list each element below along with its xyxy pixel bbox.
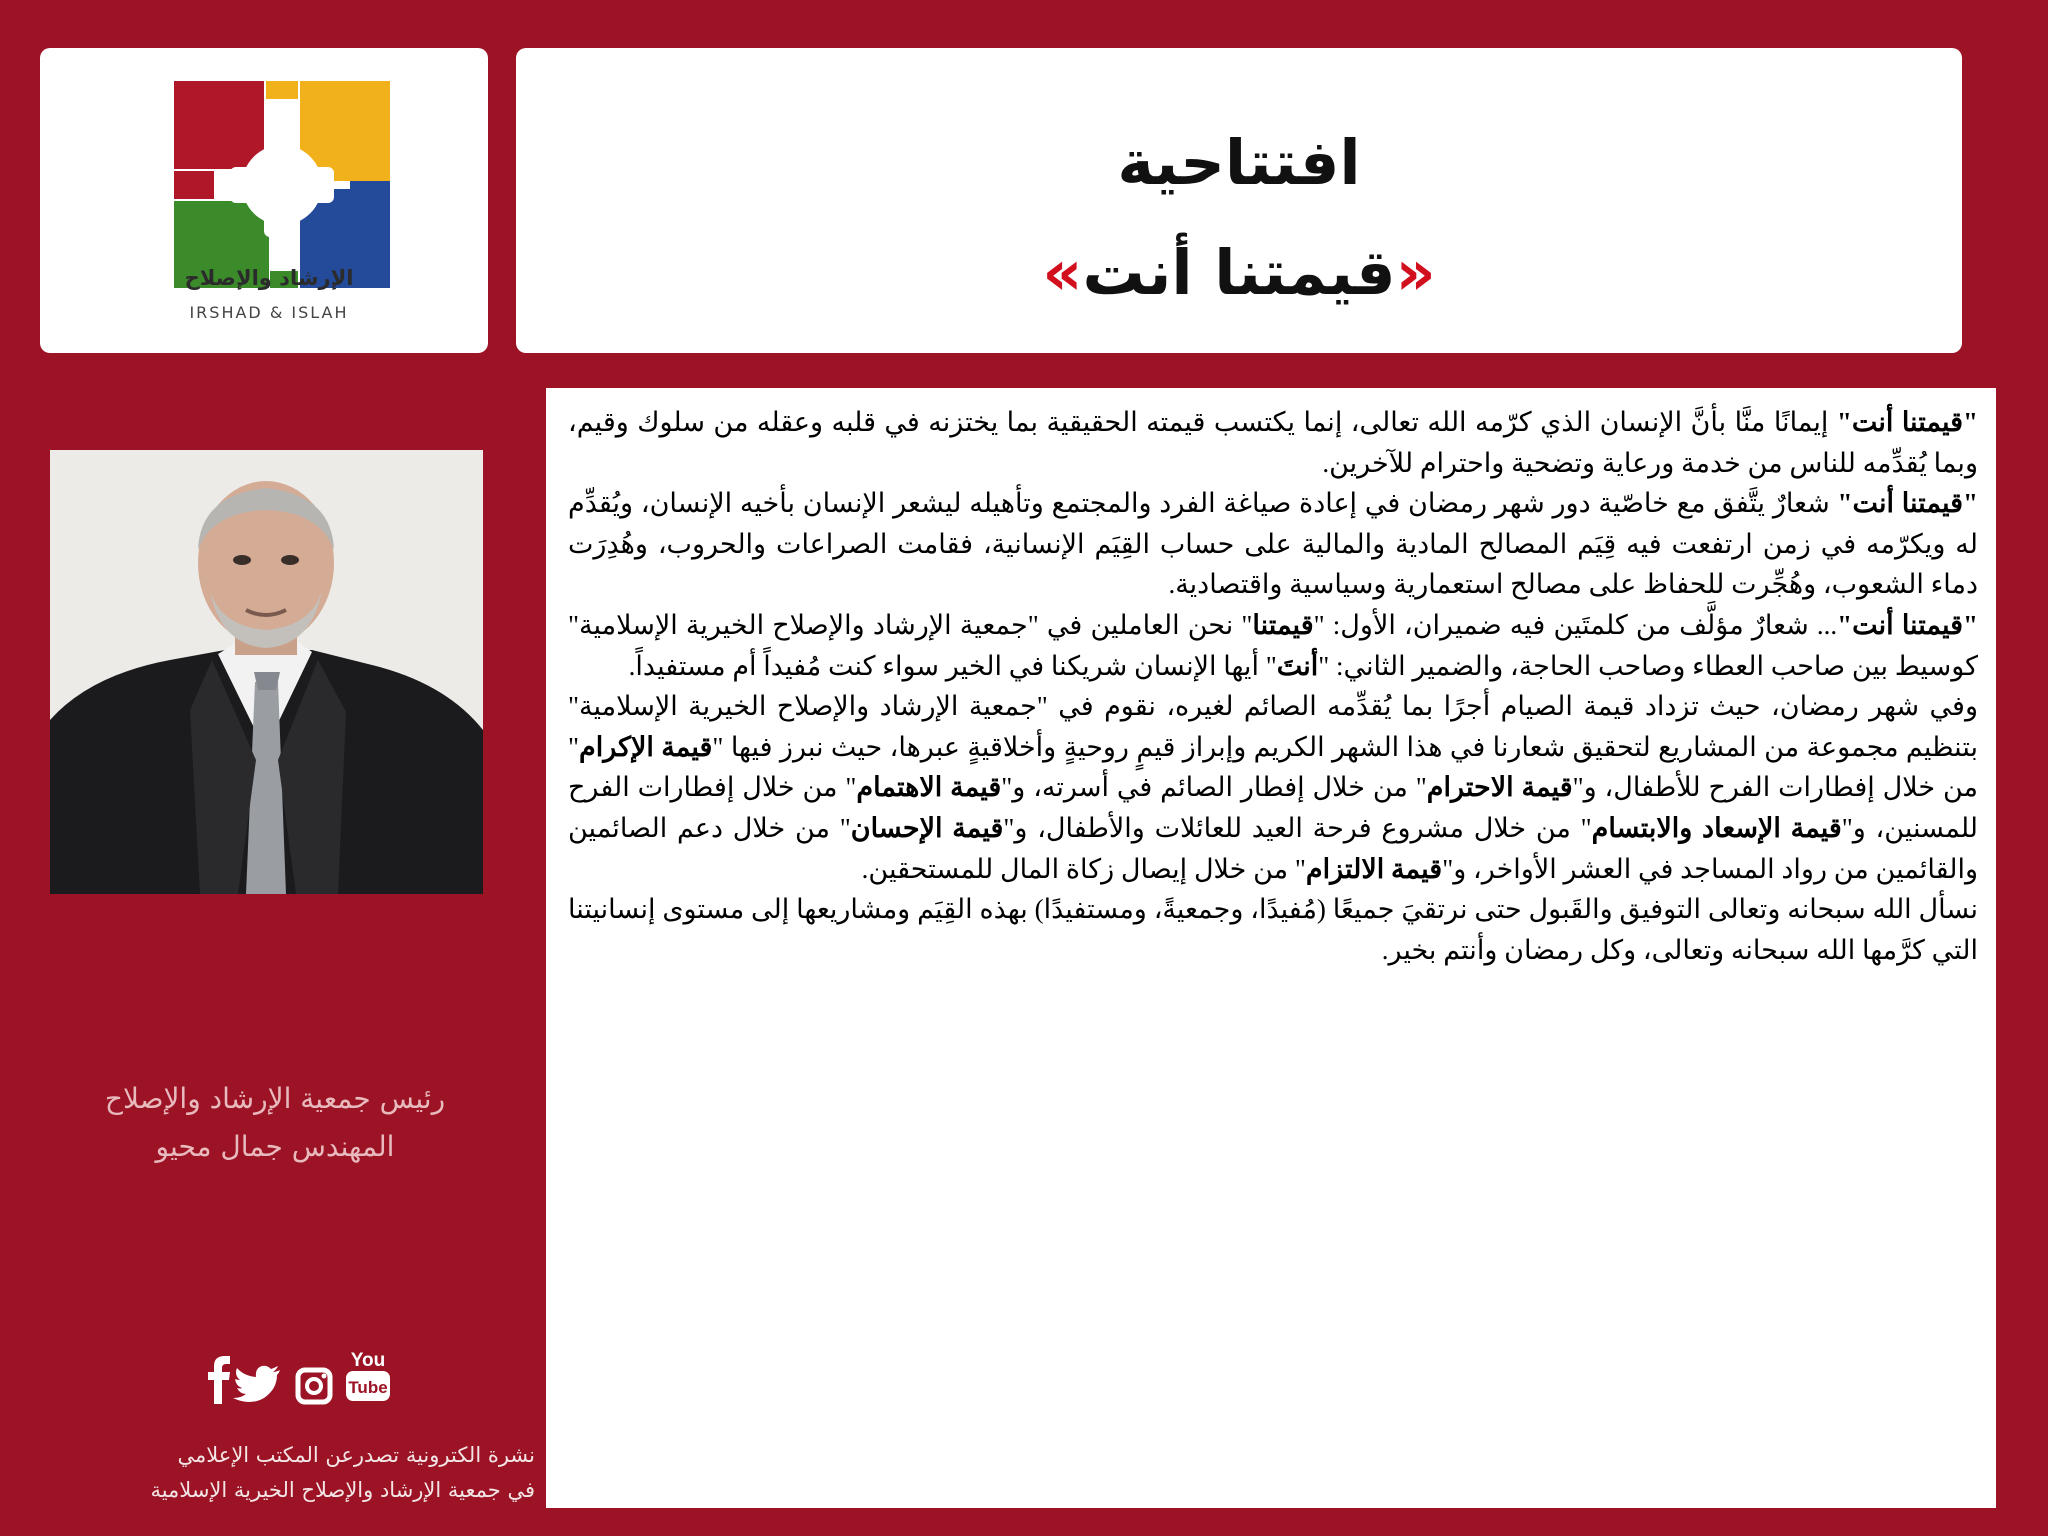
article-panel [546,388,1996,1508]
facebook-icon[interactable] [208,1356,230,1404]
paragraph-1 [568,402,1978,483]
emphasis-text: قيمتنا [1252,609,1314,640]
youtube-icon[interactable] [346,1350,390,1401]
author-caption-title: رئيس جمعية الإرشاد والإصلاح [104,1082,446,1115]
body-text: " أيها الإنسان شريكنا في الخير سواء كنت مُفيداً أم مستفيداً. [628,650,1277,681]
paragraph-4 [568,686,1978,889]
logo-text-english: IRSHAD & ISLAH [189,303,349,322]
emphasis-text: قيمة الإحسان [850,812,1004,843]
body-text: " من خلال إيصال زكاة المال للمستحقين. [861,853,1306,884]
footer-line-1: نشرة الكترونية تصدرعن المكتب الإعلامي [177,1443,535,1467]
body-text: " من خلال إفطارات الفرح للمسنين، و" [568,772,1978,843]
body-text: " من خلال إفطار الصائم في أسرته، و" [1001,772,1427,803]
portrait-image [50,450,483,894]
page-subtitle [516,236,1962,309]
emphasis-text: أنتَ [1276,650,1319,681]
logo-mark [174,81,390,288]
emphasis-text: قيمة الاحترام [1426,772,1573,803]
body-text: " من خلال دعم الصائمين والقائمين من رواد المساجد في العشر الأواخر، و" [568,812,1978,884]
body-text: إيمانًا منَّا بأنَّ الإنسان الذي كرّمه الله تعالى، إنما يكتسب قيمته الحقيقية بما يختزنه في قلبه وعقله من سلوك وقيم، وبما يُقدِّمه للناس من خدمة ورعاية وتضحية واحترام للآخرين. [568,407,1978,478]
quote-open: « [1395,236,1436,309]
emphasis-text: "قيمتنا أنت" [1837,609,1978,640]
body-text: " من خلال مشروع فرحة العيد للعائلات والأطفال، و" [1003,812,1592,843]
footer-line-2: في جمعية الإرشاد والإصلاح الخيرية الإسلامية [150,1478,535,1502]
emphasis-text: قيمة الإسعاد والابتسام [1591,812,1842,843]
logo-text-arabic: الإرشاد والإصلاح [184,266,354,290]
subtitle-text: قيمتنا أنت [1082,236,1396,309]
quote-close: » [1042,236,1083,309]
page-title: افتتاحية [1117,126,1361,199]
author-photo [50,450,483,894]
paragraph-2 [568,483,1978,605]
author-caption-name: المهندس جمال محيو [155,1130,395,1163]
emphasis-text: قيمة الالتزام [1305,853,1443,884]
paragraph-5 [568,889,1978,970]
emphasis-text: "قيمتنا أنت" [1837,488,1978,519]
logo-card [40,48,488,353]
body-text: وفي شهر رمضان، حيث تزداد قيمة الصيام أجرًا بما يُقدِّمه الصائم لغيره، نقوم في "جمعية الإرشاد والإصلاح الخيرية الإسلامية" بتنظيم مجموعة من المشاريع لتحقيق شعارنا في هذا الشهر الكريم وإبراز قيمٍ روحيةٍ وأخلاقيةٍ عبرها، حيث نبرز فيها " [568,691,1978,762]
body-text: ... شعارٌ مؤلَّف من كلمتَين فيه ضميران، الأول: " [1313,609,1838,640]
logo-red-quadrant [174,81,264,169]
social-links [200,1346,410,1406]
instagram-icon[interactable] [298,1370,330,1402]
emphasis-text: قيمة الاهتمام [856,772,1002,803]
title-card [516,48,1962,353]
twitter-icon[interactable] [233,1366,280,1402]
emphasis-text: "قيمتنا أنت" [1836,407,1979,437]
paragraph-3 [568,605,1978,686]
emphasis-text: قيمة الإكرام [579,731,713,762]
youtube-you-text: You [350,1350,386,1371]
body-text: نسأل الله سبحانه وتعالى التوفيق والقَبول حتى نرتقيَ جميعًا (مُفيدًا، وجمعيةً، ومستفيدًا) بهذه القِيَم ومشاريعها إلى مستوى إنسانيتنا التي كرَّمها الله سبحانه وتعالى، وكل رمضان وأنتم بخير. [568,894,1978,965]
body-text: " نحن العاملين في "جمعية الإرشاد والإصلاح الخيرية الإسلامية" كوسيط بين صاحب العطاء وصاحب الحاجة، والضمير الثاني: " [568,609,1978,681]
body-text: شعارٌ يتَّفق مع خاصّية دور شهر رمضان في إعادة صياغة الفرد والمجتمع وتأهيله ليشعر الإنسان بأخيه الإنسان، ويُقدِّم له ويكرّمه في زمن ارتفعت فيه قِيَم المصالح المادية والمالية على حساب القِيَم الإنسانية، فقامت الصراعات والحروب، وهُدِرَت دماء الشعوب، وهُجِّرت للحفاظ على مصالح استعمارية وسياسية واقتصادية. [568,488,1978,600]
youtube-tube-text: Tube [348,1378,388,1397]
article-body [568,402,1978,970]
body-text: " من خلال إفطارات الفرح للأطفال، و" [568,731,1978,803]
